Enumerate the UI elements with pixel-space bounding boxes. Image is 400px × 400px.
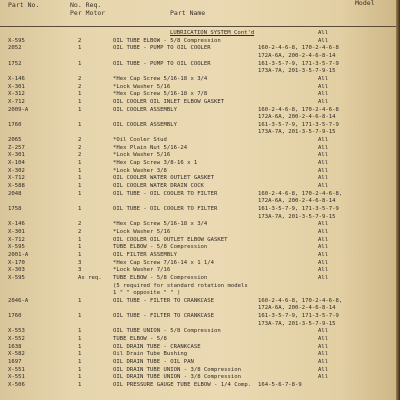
- part-name-cell: OIL TUBE - FILTER TO CRANKCASE: [113, 313, 215, 320]
- part-number-cell: 2052: [8, 45, 22, 52]
- part-number-cell: X-582: [8, 351, 25, 358]
- quantity-cell: 2: [78, 228, 82, 235]
- part-number-cell: X-595: [8, 37, 25, 44]
- quantity-cell: 1: [78, 45, 82, 52]
- part-name-cell: *Lock Washer 5/16: [113, 83, 171, 90]
- model-cell: All: [318, 336, 329, 342]
- quantity-cell: 1: [78, 381, 82, 388]
- model-cell: 161-3-5-7-9, 171-3-5-7-9: [258, 206, 339, 212]
- page-edge: [396, 0, 400, 400]
- column-header-qty-line2: Per Motor: [70, 9, 106, 17]
- part-name-cell: TUBE ELBOW - 5/8 Compression: [113, 244, 208, 251]
- quantity-cell: 1: [78, 297, 82, 304]
- quantity-cell: As req.: [78, 274, 102, 281]
- quantity-cell: 2: [78, 152, 82, 159]
- model-cell: All: [318, 374, 329, 381]
- model-cell: All: [318, 98, 329, 105]
- part-number-cell: X-712: [8, 236, 25, 243]
- part-name-cell: OIL TUBE - OIL COOLER TO FILTER: [113, 206, 218, 212]
- part-name-cell: *Oil Cooler Stud: [113, 137, 167, 144]
- model-cell: 161-3-5-7-9, 171-3-5-7-9: [258, 60, 339, 67]
- part-name-cell: 1 " " opposite " " ): [113, 290, 181, 297]
- quantity-cell: 1: [78, 60, 82, 67]
- part-name-cell: OIL COOLER WATER OUTLET GASKET: [113, 175, 215, 182]
- table-row: [0, 381, 400, 389]
- part-number-cell: X-551: [8, 374, 25, 381]
- quantity-cell: 3: [78, 267, 82, 274]
- part-name-cell: *Hex Cap Screw 3/8-16 x 1: [113, 160, 198, 167]
- part-number-cell: X-552: [8, 336, 25, 342]
- part-number-cell: 1697: [8, 358, 22, 365]
- quantity-cell: 2: [78, 75, 82, 82]
- model-cell: All: [318, 343, 329, 350]
- quantity-cell: 1: [78, 175, 82, 182]
- part-name-cell: *Lock Washer 7/16: [113, 267, 171, 274]
- model-cell: 172A-6A, 200-2-4-6-8-14: [258, 114, 336, 121]
- part-number-cell: X-595: [8, 244, 25, 251]
- model-cell: 173A-7A, 201-3-5-7-9-15: [258, 68, 336, 75]
- model-cell: All: [318, 137, 329, 144]
- part-number-cell: 2048: [8, 190, 22, 197]
- quantity-cell: 1: [78, 351, 82, 358]
- part-number-cell: X-146: [8, 75, 25, 82]
- model-cell: All: [318, 160, 329, 167]
- part-number-cell: X-588: [8, 183, 25, 189]
- model-cell: All: [318, 221, 329, 228]
- part-number-cell: X-551: [8, 366, 25, 373]
- model-cell: All: [318, 183, 329, 189]
- model-cell: All: [318, 328, 329, 335]
- quantity-cell: 1: [78, 336, 82, 342]
- part-name-cell: OIL COOLER ASSEMBLY: [113, 106, 177, 113]
- quantity-cell: 3: [78, 259, 82, 266]
- part-number-cell: X-712: [8, 175, 25, 182]
- column-header-part-no: Part No.: [8, 1, 40, 9]
- model-cell: All: [318, 274, 329, 281]
- part-name-cell: OIL COOLER OIL INLET ELBOW GASKET: [113, 98, 225, 105]
- part-number-cell: 2009-A: [8, 106, 29, 113]
- model-cell: All: [318, 152, 329, 159]
- quantity-cell: 1: [78, 160, 82, 167]
- part-name-cell: OIL DRAIN TUBE UNION - 3/8 Compression: [113, 366, 241, 373]
- part-name-cell: *Hex Cap Screw 7/16-14 x 1 1/4: [113, 259, 215, 266]
- table-header: [0, 0, 400, 27]
- column-header-qty: No. Req.: [70, 1, 102, 9]
- model-cell: All: [318, 75, 329, 82]
- quantity-cell: 1: [78, 236, 82, 243]
- model-cell: All: [318, 167, 329, 174]
- model-cell: All: [318, 37, 329, 44]
- model-cell: 164-5-6-7-8-9: [258, 381, 302, 388]
- quantity-cell: 2: [78, 83, 82, 90]
- part-name-cell: OIL COOLER OIL OUTLET ELBOW GASKET: [113, 236, 228, 243]
- part-name-cell: OIL TUBE - PUMP TO OIL COOLER: [113, 60, 211, 67]
- column-header-model: Model: [355, 0, 375, 7]
- part-name-cell: OIL TUBE - FILTER TO CRANKCASE: [113, 297, 215, 304]
- part-number-cell: 2046-A: [8, 297, 29, 304]
- part-name-cell: *Lock Washer 5/16: [113, 228, 171, 235]
- model-cell: All: [318, 228, 329, 235]
- part-name-cell: OIL DRAIN TUBE - OIL PAN: [113, 358, 194, 365]
- quantity-cell: 2: [78, 144, 82, 151]
- model-cell: All: [318, 366, 329, 373]
- model-cell: 172A-6A, 200-2-4-6-8-14: [258, 198, 336, 205]
- part-name-cell: OIL DRAIN TUBE - CRANKCASE: [113, 343, 201, 350]
- part-name-cell: OIL TUBE - OIL COOLER TO FILTER: [113, 190, 218, 197]
- part-name-cell: OIL COOLER WATER DRAIN COCK: [113, 183, 204, 189]
- quantity-cell: 1: [78, 358, 82, 365]
- quantity-cell: 1: [78, 98, 82, 105]
- part-number-cell: Z-257: [8, 144, 25, 151]
- part-number-cell: 1752: [8, 60, 22, 67]
- model-cell: All: [318, 144, 329, 151]
- model-cell: All: [318, 358, 329, 365]
- part-name-cell: (5 required for standard rotation models: [113, 282, 248, 289]
- part-number-cell: 1758: [8, 206, 22, 212]
- quantity-cell: 1: [78, 366, 82, 373]
- model-cell: All: [318, 91, 329, 98]
- column-header-part-name: Part Name: [170, 9, 206, 17]
- part-number-cell: X-506: [8, 381, 25, 388]
- model-cell: All: [318, 175, 329, 182]
- model-cell: 161-3-5-7-9, 171-3-5-7-9: [258, 121, 339, 128]
- model-cell: All: [318, 351, 329, 358]
- part-number-cell: X-301: [8, 152, 25, 159]
- quantity-cell: 1: [78, 244, 82, 251]
- quantity-cell: 1: [78, 251, 82, 258]
- quantity-cell: 1: [78, 343, 82, 350]
- part-name-cell: OIL PRESSURE GAUGE TUBE ELBOW - 1/4 Comp.: [113, 381, 252, 388]
- quantity-cell: 1: [78, 190, 82, 197]
- part-name-cell: *Lock Washer 5/16: [113, 152, 171, 159]
- model-cell: 173A-7A, 201-3-5-7-9-15: [258, 320, 336, 327]
- model-cell: 172A-6A, 200-2-4-6-8-14: [258, 305, 336, 312]
- part-name-cell: *Hex Cap Screw 5/16-18 x 3/4: [113, 75, 208, 82]
- quantity-cell: 1: [78, 374, 82, 381]
- quantity-cell: 1: [78, 313, 82, 320]
- part-name-cell: *Hex Plain Nut 5/16-24: [113, 144, 188, 151]
- model-cell: 160-2-4-6-8, 170-2-4-6-8,: [258, 297, 343, 304]
- part-number-cell: X-303: [8, 267, 25, 274]
- part-number-cell: X-312: [8, 91, 25, 98]
- part-number-cell: 1760: [8, 121, 22, 128]
- part-name-cell: OIL DRAIN TUBE UNION - 3/8 Compression: [113, 374, 241, 381]
- part-name-cell: OIL TUBE ELBOW - 5/8 Compression: [113, 37, 221, 44]
- quantity-cell: 1: [78, 183, 82, 189]
- part-number-cell: X-301: [8, 83, 25, 90]
- model-cell: 160-2-4-6-8, 170-2-4-6-8: [258, 106, 339, 113]
- part-name-cell: TUBE ELBOW - 5/8: [113, 336, 167, 342]
- quantity-cell: 2: [78, 37, 82, 44]
- part-number-cell: X-170: [8, 259, 25, 266]
- quantity-cell: 2: [78, 221, 82, 228]
- model-cell: All: [318, 251, 329, 258]
- part-name-cell: *Lock Washer 3/8: [113, 167, 167, 174]
- part-name-cell: OIL TUBE - PUMP TO OIL COOLER: [113, 45, 211, 52]
- part-name-cell: Oil Drain Tube Bushing: [113, 351, 188, 358]
- part-name-cell: LUBRICATION SYSTEM Cont'd: [170, 30, 255, 36]
- model-cell: All: [318, 236, 329, 243]
- model-cell: 172A-6A, 200-2-4-6-8-14: [258, 53, 336, 59]
- quantity-cell: 1: [78, 106, 82, 113]
- model-cell: 173A-7A, 201-3-5-7-9-15: [258, 129, 336, 136]
- part-number-cell: X-301: [8, 228, 25, 235]
- part-number-cell: X-553: [8, 328, 25, 335]
- part-number-cell: X-712: [8, 98, 25, 105]
- model-cell: 160-2-4-6-8, 170-2-4-6-8,: [258, 190, 343, 197]
- part-name-cell: OIL TUBE UNION - 5/8 Compression: [113, 328, 221, 335]
- part-name-cell: OIL FILTER ASSEMBLY: [113, 251, 177, 258]
- quantity-cell: 1: [78, 121, 82, 128]
- model-cell: All: [318, 30, 329, 36]
- part-number-cell: X-104: [8, 160, 25, 167]
- quantity-cell: 1: [78, 328, 82, 335]
- part-name-cell: TUBE ELBOW - 5/8 Compression: [113, 274, 208, 281]
- quantity-cell: 2: [78, 137, 82, 144]
- quantity-cell: 1: [78, 167, 82, 174]
- model-cell: 161-3-5-7-9, 171-3-5-7-9: [258, 313, 339, 320]
- part-number-cell: 1638: [8, 343, 22, 350]
- model-cell: All: [318, 83, 329, 90]
- part-name-cell: OIL COOLER ASSEMBLY: [113, 121, 177, 128]
- model-cell: All: [318, 259, 329, 266]
- part-number-cell: 2065: [8, 137, 22, 144]
- model-cell: 160-2-4-6-8, 170-2-4-6-8: [258, 45, 339, 52]
- part-number-cell: X-302: [8, 167, 25, 174]
- part-number-cell: 2001-A: [8, 251, 29, 258]
- model-cell: 173A-7A, 201-3-5-7-9-15: [258, 213, 336, 220]
- part-name-cell: *Hex Cap Screw 5/16-18 x 7/8: [113, 91, 208, 98]
- part-number-cell: X-595: [8, 274, 25, 281]
- part-name-cell: *Hex Cap Screw 5/16-18 x 3/4: [113, 221, 208, 228]
- model-cell: All: [318, 244, 329, 251]
- part-number-cell: X-146: [8, 221, 25, 228]
- quantity-cell: 1: [78, 206, 82, 212]
- quantity-cell: 1: [78, 91, 82, 98]
- part-number-cell: 1760: [8, 313, 22, 320]
- model-cell: All: [318, 267, 329, 274]
